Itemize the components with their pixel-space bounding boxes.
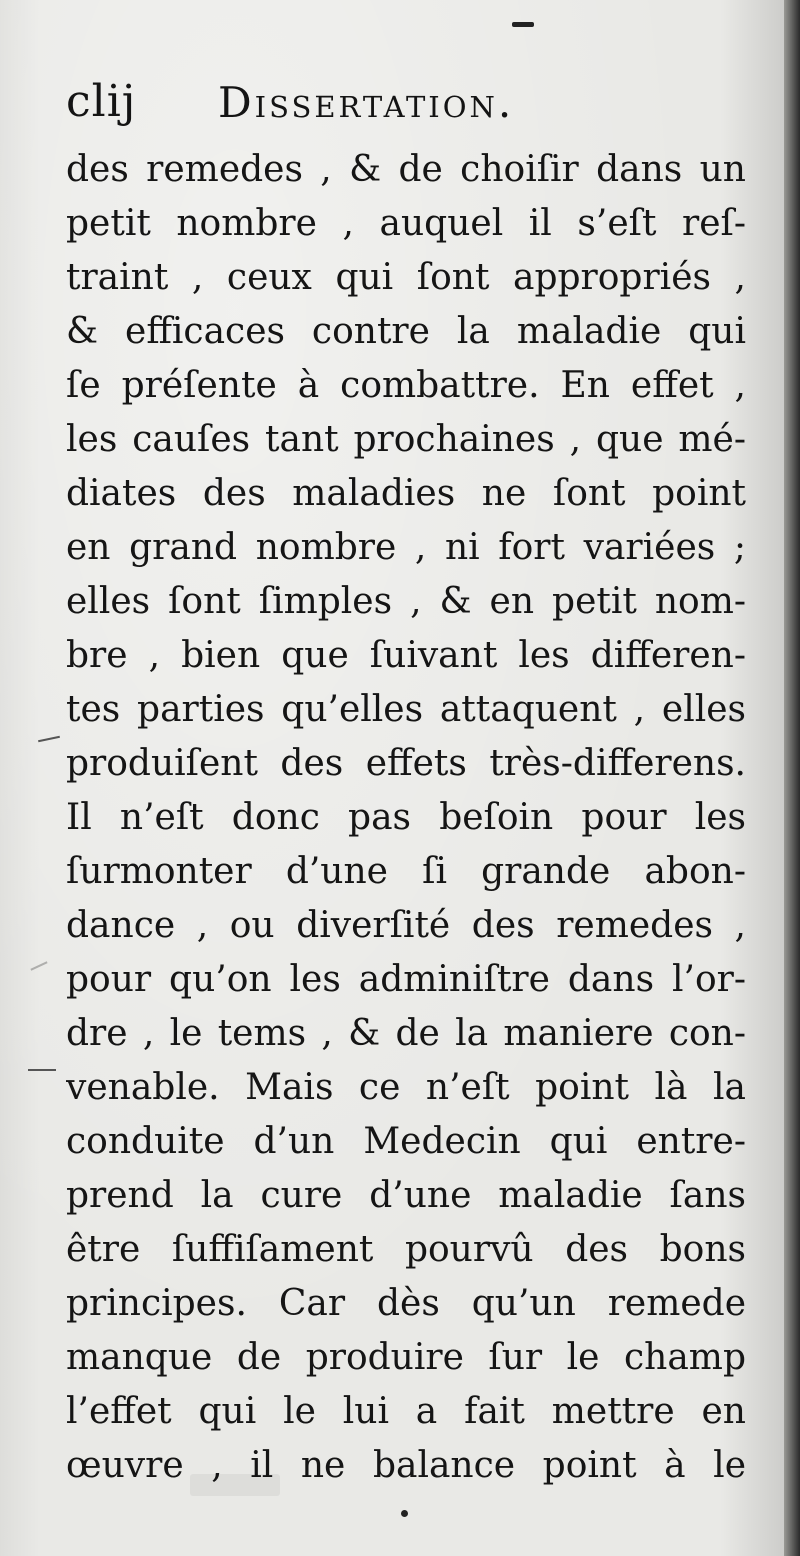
text-line: en grand nombre , ni fort variées ; <box>66 527 746 568</box>
text-line: dance , ou diverſité des remedes , <box>66 905 746 946</box>
page-header <box>66 74 756 134</box>
text-line: ſe préſente à combattre. En effet , <box>66 365 746 406</box>
text-line: Il n’eſt donc pas beſoin pour les <box>66 797 746 838</box>
text-line: être ſuffiſament pourvû des bons <box>66 1229 746 1270</box>
text-line: petit nombre , auquel il s’eſt reſ- <box>66 203 746 244</box>
text-line: des remedes , & de choiſir dans un <box>66 149 746 190</box>
text-line: dre , le tems , & de la maniere con- <box>66 1013 746 1054</box>
text-line: bre , bien que ſuivant les differen- <box>66 635 746 676</box>
text-line: conduite d’un Medecin qui entre- <box>66 1121 746 1162</box>
running-title: Dissertation. <box>218 78 515 127</box>
margin-mark <box>30 961 47 970</box>
page-number: clij <box>66 76 137 127</box>
margin-mark <box>38 736 60 743</box>
text-line: principes. Car dès qu’un remede <box>66 1283 746 1324</box>
text-line: l’effet qui le lui a fait mettre en <box>66 1391 746 1432</box>
text-line: manque de produire ſur le champ <box>66 1337 746 1378</box>
text-line: elles ſont ſimples , & en petit nom- <box>66 581 746 622</box>
text-line: traint , ceux qui ſont appropriés , <box>66 257 746 298</box>
text-line: œuvre , il ne balance point à le <box>66 1445 746 1486</box>
bleed-through-signature <box>190 1474 280 1496</box>
text-line: ſurmonter d’une ſi grande abon- <box>66 851 746 892</box>
text-line: produiſent des effets très-differens. <box>66 743 746 784</box>
text-line: diates des maladies ne ſont point <box>66 473 746 514</box>
body-text <box>66 143 746 1493</box>
ink-dot <box>401 1510 408 1517</box>
margin-mark <box>28 1069 56 1071</box>
text-line: & efficaces contre la maladie qui <box>66 311 746 352</box>
page-gutter <box>784 0 800 1556</box>
text-line: les cauſes tant prochaines , que mé- <box>66 419 746 460</box>
text-line: pour qu’on les adminiſtre dans l’or- <box>66 959 746 1000</box>
text-line: tes parties qu’elles attaquent , elles <box>66 689 746 730</box>
text-line: prend la cure d’une maladie ſans <box>66 1175 746 1216</box>
text-line: venable. Mais ce n’eſt point là la <box>66 1067 746 1108</box>
ink-mark <box>512 22 534 27</box>
